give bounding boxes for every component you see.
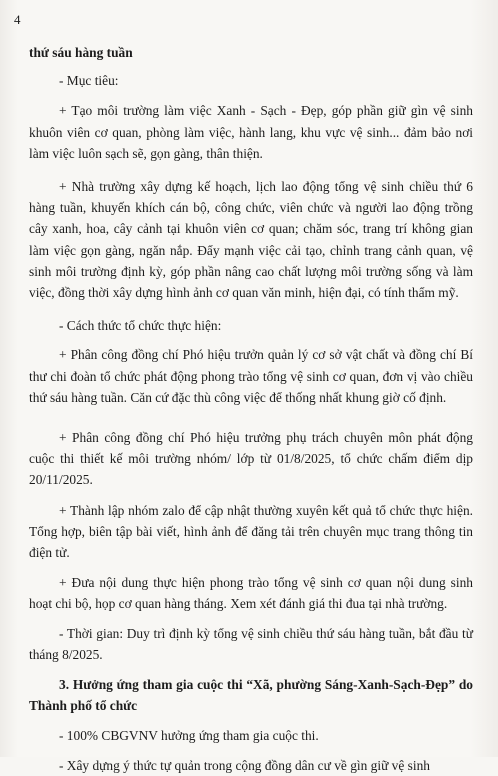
section-3-bullet-1: - 100% CBGVNV hưởng ứng tham gia cuộc thi. [59, 728, 319, 744]
implementation-label: - Cách thức tổ chức thực hiện: [59, 318, 222, 334]
page-number: 4 [14, 12, 21, 27]
objective-label: - Mục tiêu: [59, 73, 119, 89]
section-3-bullet-2: - Xây dựng ý thức tự quản trong cộng đồng dân cư về gìn giữ vệ sinh [59, 757, 430, 773]
implementation-paragraph-1: + Phân công đồng chí Phó hiệu trưởn quản lý cơ sở vật chất và đồng chí Bí thư chi đoàn tổ chức phát động phong trào tổng vệ sinh cơ quan, đơn vị vào chiều thứ sáu hàng tuần. Căn cứ đặc thù công việc để thống nhất khung giờ cố định. [29, 347, 473, 405]
objective-paragraph-2: + Nhà trường xây dựng kế hoạch, lịch lao động tổng vệ sinh chiều thứ 6 hàng tuần, khuyến khích cán bộ, công chức, viên chức và người lao động trồng cây xanh, hoa, cây cảnh tại khuôn viên cơ quan; chăm sóc, trang trí không gian làm việc gọn gàng, ngăn nắp. Đẩy mạnh việc cải tạo, chỉnh trang cảnh quan, vệ sinh môi trường định kỳ, góp phần nâng cao chất lượng môi trường sống và làm việc, đồng thời xây dựng hình ảnh cơ quan văn minh, hiện đại, có tính thẩm mỹ. [29, 179, 473, 301]
document-body [29, 42, 473, 776]
implementation-paragraph-2: + Phân công đồng chí Phó hiệu trưởng phụ trách chuyên môn phát động cuộc thi thiết kế môi trường nhóm/ lớp từ 01/8/2025, tổ chức chấm điểm dịp 20/11/2025. [29, 430, 473, 488]
timeline-paragraph: - Thời gian: Duy trì định kỳ tổng vệ sinh chiều thứ sáu hàng tuần, bắt đầu từ tháng 8/2025. [29, 625, 473, 662]
objective-paragraph-1: + Tạo môi trường làm việc Xanh - Sạch - Đẹp, góp phần giữ gìn vệ sinh khuôn viên cơ quan, phòng làm việc, hành lang, khu vực vệ sinh... đảm bảo nơi làm việc luôn sạch sẽ, gọn gàng, thân thiện. [29, 103, 473, 161]
continued-heading: thứ sáu hàng tuần [29, 45, 133, 60]
section-3-heading: 3. Hưởng ứng tham gia cuộc thi “Xã, phường Sáng-Xanh-Sạch-Đẹp” do Thành phố tổ chức [29, 677, 473, 714]
implementation-paragraph-3: + Thành lập nhóm zalo để cập nhật thường xuyên kết quả tổ chức thực hiện. Tổng hợp, biên tập bài viết, hình ảnh để đăng tải trên chuyên mục trang thông tin điện tử. [29, 502, 473, 561]
implementation-paragraph-4: + Đưa nội dung thực hiện phong trào tổng vệ sinh cơ quan nội dung sinh hoạt chi bộ, họp cơ quan hàng tháng. Xem xét đánh giá thi đua tại nhà trường. [29, 575, 473, 612]
